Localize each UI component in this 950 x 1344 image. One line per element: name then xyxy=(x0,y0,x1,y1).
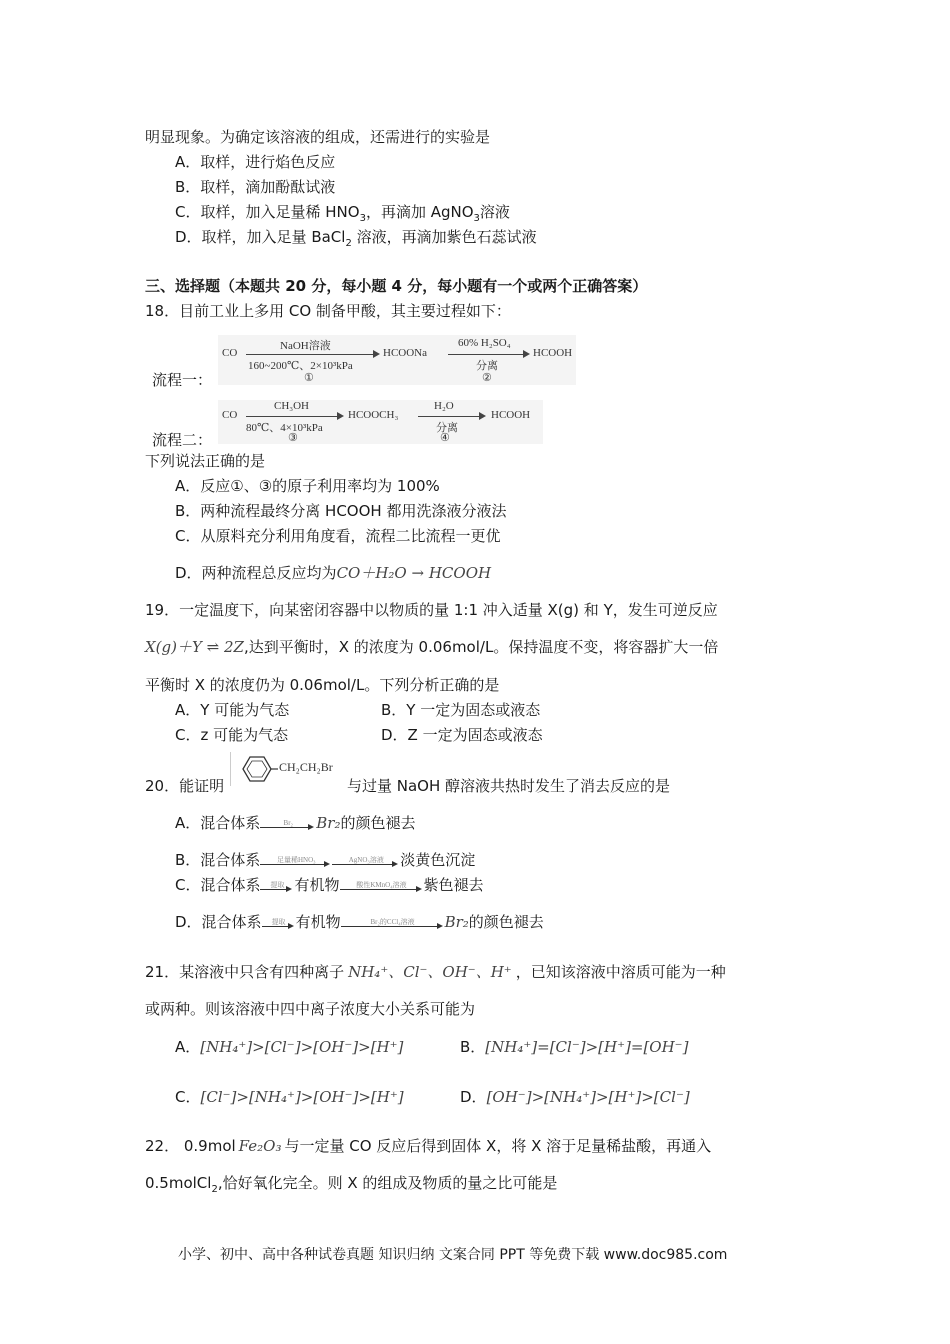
q20-a-arrow xyxy=(260,815,316,833)
scheme1-reagent-1: NaOH溶液 xyxy=(280,340,331,352)
q17-c-post: 溶液 xyxy=(479,203,510,221)
q19-line-2-text: ,达到平衡时，X 的浓度为 0.06mol/L。保持温度不变，将容器扩大一倍 xyxy=(243,638,719,656)
flow-scheme-1 xyxy=(218,335,576,385)
q19-option-c: C．z 可能为气态 xyxy=(175,726,289,744)
scheme2-condition-1: 80℃、4×10³kPa xyxy=(246,422,323,434)
q20-a-pre: A．混合体系 xyxy=(175,814,261,832)
scheme1-reactant: CO xyxy=(222,347,238,359)
q19-line-3: 平衡时 X 的浓度仍为 0.06mol/L。下列分析正确的是 xyxy=(145,676,500,694)
subscript: 2 xyxy=(345,238,352,249)
q17-option-a: A．取样，进行焰色反应 xyxy=(175,153,336,171)
q20-stem-post: 与过量 NaOH 醇溶液共热时发生了消去反应的是 xyxy=(347,777,671,795)
q20-c-arrow-1 xyxy=(260,877,294,895)
q20-d-post: 的颜色褪去 xyxy=(468,913,544,931)
q20-d-br2: Br₂ xyxy=(444,913,469,931)
scheme1-step-1: ① xyxy=(304,372,314,384)
q19-option-a: A．Y 可能为气态 xyxy=(175,701,290,719)
q21-option-d xyxy=(460,1087,690,1107)
scheme2-step-1: ③ xyxy=(288,432,298,444)
compound-label: CH₂CH₂Br xyxy=(279,760,333,774)
q20-option-c xyxy=(175,875,484,895)
q18-option-d xyxy=(175,563,491,583)
q17-c-mid: ，再滴加 AgNO xyxy=(365,203,474,221)
scheme1-condition-1: 160~200℃、2×10³kPa xyxy=(248,360,353,372)
q20-c-reagent-2: 酸性KMnO₄溶液 xyxy=(356,880,407,889)
q17-d-post: 溶液，再滴加紫色石蕊试液 xyxy=(351,228,537,246)
q17-continuation: 明显现象。为确定该溶液的组成，还需进行的实验是 xyxy=(145,128,491,146)
arrowhead-icon xyxy=(288,923,294,929)
q21-line-1-post: ，已知该溶液中溶质可能为一种 xyxy=(515,963,726,981)
scheme2-arrow-2 xyxy=(418,416,480,417)
q20-b-arrow-2 xyxy=(332,852,400,870)
scheme2-reagent-1: CH₃OH xyxy=(274,400,310,412)
arrowhead-icon xyxy=(308,824,314,830)
reaction-arrow-line xyxy=(260,827,308,828)
scheme1-arrow-1 xyxy=(246,354,374,355)
page-footer: 小学、初中、高中各种试卷真题 知识归纳 文案合同 PPT 等免费下载 www.doc985.com xyxy=(178,1247,728,1263)
q17-c-pre: C．取样，加入足量稀 HNO xyxy=(175,203,360,221)
q18-d-equation: CO＋H₂O → HCOOH xyxy=(336,564,492,582)
q20-a-br2: Br₂ xyxy=(316,814,341,832)
reaction-arrow-line xyxy=(340,889,416,890)
q20-stem-pre: 20．能证明 xyxy=(145,777,225,795)
q20-d-reagent-1: 提取 xyxy=(271,917,286,926)
reaction-arrow-line xyxy=(262,926,288,927)
scheme2-product: HCOOH xyxy=(491,409,531,421)
q20-option-a xyxy=(175,813,416,833)
q18-option-a: A．反应①、③的原子利用率均为 100% xyxy=(175,477,440,495)
q20-d-reagent-2: Br₂的CCl₄溶液 xyxy=(370,917,415,926)
q20-c-arrow-2 xyxy=(340,877,424,895)
q22-line-2-post: ,恰好氧化完全。则 X 的组成及物质的量之比可能是 xyxy=(217,1174,558,1192)
q22-line-2-pre: 0.5molCl xyxy=(145,1174,212,1192)
scheme1-intermediate: HCOONa xyxy=(383,347,427,359)
q21-option-a xyxy=(175,1037,403,1057)
subscript: 3 xyxy=(473,213,480,224)
q19-option-d: D．Z 一定为固态或液态 xyxy=(381,726,543,744)
q21-b-label: B． xyxy=(460,1038,486,1056)
scheme1-arrowhead-2 xyxy=(523,350,530,358)
q22-formula: Fe₂O₃ xyxy=(238,1137,282,1155)
q21-b-expression: [NH₄⁺]=[Cl⁻]>[H⁺]=[OH⁻] xyxy=(485,1038,689,1056)
q19-option-b: B．Y 一定为固态或液态 xyxy=(381,701,541,719)
scheme2-arrow-1 xyxy=(246,416,338,417)
q20-b-reagent-1: 足量稀HNO₃ xyxy=(276,855,316,864)
arrowhead-icon xyxy=(392,861,398,867)
arrowhead-icon xyxy=(416,886,422,892)
scheme2-arrowhead-1 xyxy=(337,412,344,420)
q21-line-2: 或两种。则该溶液中四中离子浓度大小关系可能为 xyxy=(145,1000,476,1018)
q21-line-1 xyxy=(145,962,726,982)
subscript: 3 xyxy=(359,213,366,224)
q21-ions: NH₄⁺、Cl⁻、OH⁻、H⁺ xyxy=(348,963,512,981)
arrowhead-icon xyxy=(324,861,330,867)
section-title: 三、选择题（本题共 20 分，每小题 4 分，每小题有一个或两个正确答案） xyxy=(145,277,648,295)
q19-equation: X(g)＋Y ⇌ 2Z xyxy=(145,638,244,656)
q18-stem: 18．目前工业上多用 CO 制备甲酸，其主要过程如下： xyxy=(145,302,511,320)
q20-d-pre: D．混合体系 xyxy=(175,913,262,931)
q21-a-label: A． xyxy=(175,1038,201,1056)
q17-option-c xyxy=(175,202,510,222)
q20-d-arrow-1 xyxy=(262,914,296,932)
arrowhead-icon xyxy=(286,886,292,892)
q22-line-1 xyxy=(145,1136,711,1156)
q20-option-b xyxy=(175,850,475,870)
q22-post: 与一定量 CO 反应后得到固体 X，将 X 溶于足量稀盐酸，再通入 xyxy=(284,1137,712,1155)
q17-option-d xyxy=(175,227,537,247)
q21-d-label: D． xyxy=(460,1088,487,1106)
q17-d-pre: D．取样，加入足量 BaCl xyxy=(175,228,346,246)
q19-line-1: 19．一定温度下，向某密闭容器中以物质的量 1:1 冲入适量 X(g) 和 Y，发生可逆反应 xyxy=(145,601,718,619)
q21-a-expression: [NH₄⁺]>[Cl⁻]>[OH⁻]>[H⁺] xyxy=(200,1038,404,1056)
q17-option-b: B．取样，滴加酚酞试液 xyxy=(175,178,336,196)
subscript: 2 xyxy=(211,1184,218,1195)
q20-b-post: 淡黄色沉淀 xyxy=(400,851,476,869)
scheme1-reagent-2: 60% H₂SO₄ xyxy=(458,337,511,349)
scheme1-step-2: ② xyxy=(482,372,492,384)
reaction-arrow-line xyxy=(260,864,324,865)
scheme1-arrowhead-1 xyxy=(373,350,380,358)
scheme2-step-2: ④ xyxy=(440,432,450,444)
reaction-arrow-line xyxy=(341,926,437,927)
q18-option-c: C．从原料充分利用角度看，流程二比流程一更优 xyxy=(175,527,501,545)
flow-1-label: 流程一： xyxy=(152,371,213,389)
q18-d-text: D．两种流程总反应均为 xyxy=(175,564,337,582)
q20-d-mid: 有机物 xyxy=(295,913,341,931)
flow-scheme-2 xyxy=(218,400,543,444)
scheme1-condition-2: 分离 xyxy=(476,360,498,372)
scheme1-arrow-2 xyxy=(448,354,524,355)
scheme1-product: HCOOH xyxy=(533,347,573,359)
q21-option-c xyxy=(175,1087,404,1107)
scheme2-intermediate: HCOOCH₃ xyxy=(348,409,399,421)
q19-line-2 xyxy=(145,637,718,657)
q20-a-reagent: Br₂ xyxy=(283,818,293,827)
q20-c-pre: C．混合体系 xyxy=(175,876,261,894)
q18-prompt: 下列说法正确的是 xyxy=(145,452,266,470)
q21-option-b xyxy=(460,1037,688,1057)
q21-c-label: C． xyxy=(175,1088,201,1106)
scheme2-reactant: CO xyxy=(222,409,238,421)
q20-b-arrow-1 xyxy=(260,852,332,870)
arrowhead-icon xyxy=(437,923,443,929)
q18-option-b: B．两种流程最终分离 HCOOH 都用洗涤液分液法 xyxy=(175,502,507,520)
q22-pre: 22． 0.9mol xyxy=(145,1137,236,1155)
reaction-arrow-line xyxy=(260,889,286,890)
q22-line-2 xyxy=(145,1173,557,1193)
flow-2-label: 流程二： xyxy=(152,431,213,449)
q20-b-pre: B．混合体系 xyxy=(175,851,261,869)
q20-c-reagent-1: 提取 xyxy=(270,880,285,889)
scheme2-arrowhead-2 xyxy=(479,412,486,420)
scheme2-condition-2: 分离 xyxy=(436,422,458,434)
q20-option-d xyxy=(175,912,544,932)
q21-line-1-pre: 21．某溶液中只含有四种离子 xyxy=(145,963,345,981)
q20-a-post: 的颜色褪去 xyxy=(340,814,416,832)
q20-d-arrow-2 xyxy=(341,914,445,932)
benzene-structure xyxy=(230,752,347,786)
scheme2-reagent-2: H₂O xyxy=(434,400,454,412)
q20-b-reagent-2: AgNO₃溶液 xyxy=(348,855,384,864)
q21-d-expression: [OH⁻]>[NH₄⁺]>[H⁺]>[Cl⁻] xyxy=(486,1088,690,1106)
q21-c-expression: [Cl⁻]>[NH₄⁺]>[OH⁻]>[H⁺] xyxy=(200,1088,404,1106)
q20-c-mid: 有机物 xyxy=(294,876,340,894)
q20-c-post: 紫色褪去 xyxy=(423,876,484,894)
reaction-arrow-line xyxy=(332,864,392,865)
